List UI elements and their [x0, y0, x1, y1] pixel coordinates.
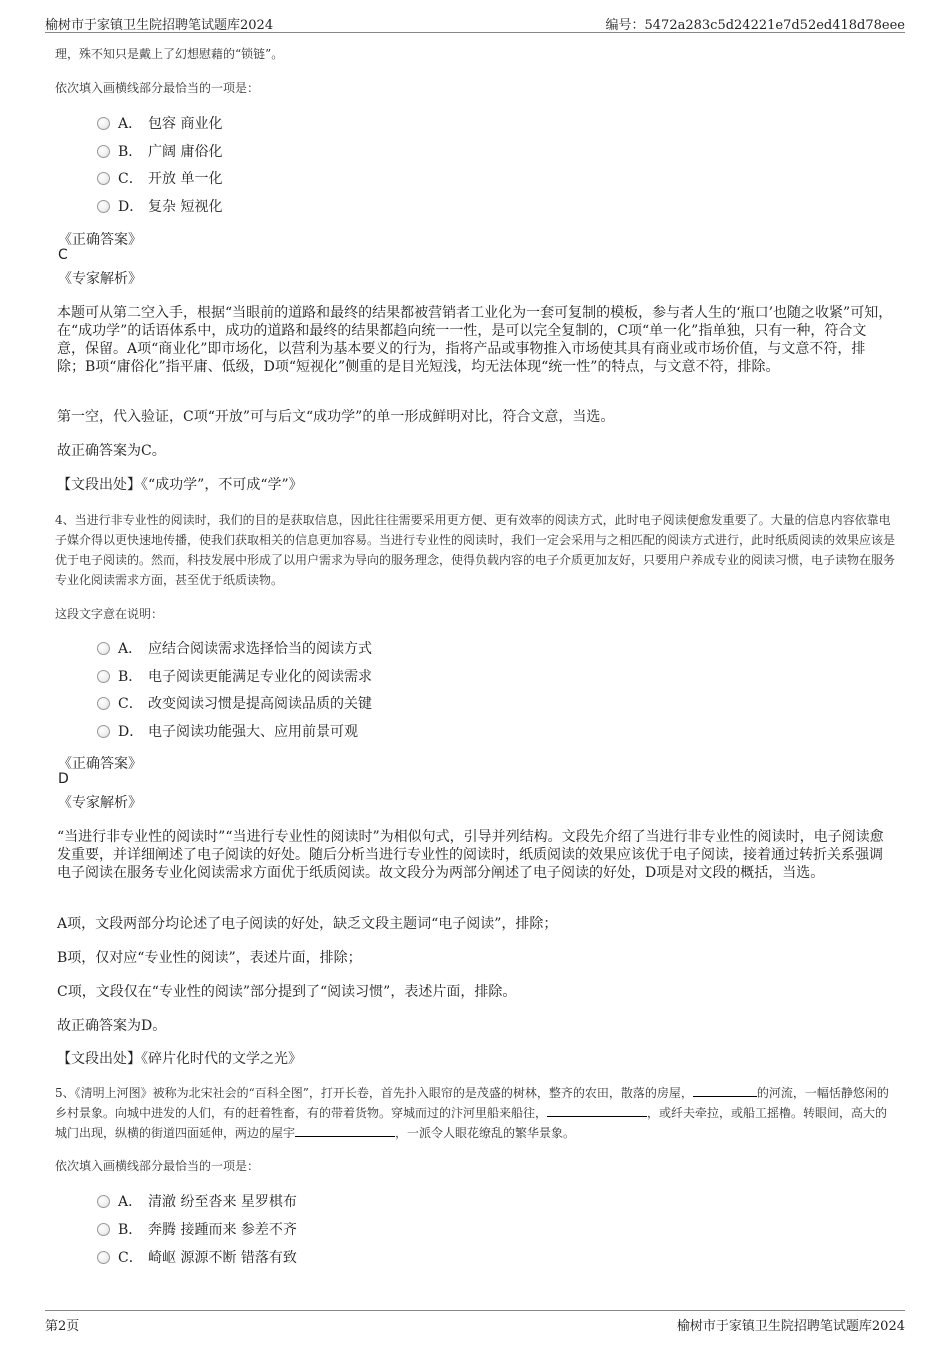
option-text: 包容 商业化 — [148, 116, 223, 132]
q4-answer-label: 《正确答案》 — [58, 756, 142, 772]
q4-analysis-para-1: “当进行非专业性的阅读时”“当进行专业性的阅读时”为相似句式，引导并列结构。文段先介绍了当进行非专业性的阅读时，电子阅读愈发重要，并详细阐述了电子阅读的好处。随后分析当进行专业性的阅读时，纸质阅读的效果应该优于电子阅读，接着通过转折关系强调电子阅读在服务专业化阅读需求方面优于纸质阅读。故文段分为两部分阐述了电子阅读的好处，D项是对文段的概括，当选。 — [57, 829, 884, 881]
q3-option-b[interactable] — [97, 142, 222, 162]
radio-icon[interactable] — [97, 642, 110, 655]
q5-stem-part-2: 的河流，一幅恬静悠闲的乡村景象。向城中进发的人们，有的赶着牲畜，有的带着货物。穿城而过的汴河里船来船往， — [55, 1086, 889, 1120]
option-letter: A． — [118, 116, 143, 132]
q5-stem-part-4: ，一派令人眼花缭乱的繁华景象。 — [395, 1126, 576, 1140]
option-letter: B． — [118, 669, 143, 685]
option-letter: B． — [118, 144, 143, 160]
q4-analysis-para-3: B项，仅对应“专业性的阅读”，表述片面，排除； — [57, 950, 362, 966]
radio-icon[interactable] — [97, 1223, 110, 1236]
option-text: 应结合阅读需求选择恰当的阅读方式 — [148, 641, 372, 657]
q4-option-a[interactable] — [97, 639, 372, 659]
q3-analysis-para-1: 本题可从第二空入手，根据“当眼前的道路和最终的结果都被营销者工业化为一套可复制的模板，参与者人生的‘瓶口’也随之收紧”可知，在“成功学”的话语体系中，成功的道路和最终的结果都趋向统一一性，是可以完全复制的，C项“单一化”指单独，只有一种，符合文意，保留。A项“商业化”即市场化，以营利为基本要义的行为，指将产品或事物推入市场使其具有商业或市场价值，与文意不符，排除；B项“庸俗化”指平庸、低级，D项“短视化”侧重的是目光短浅，均无法体现“统一性”的特点，与文意不符，排除。 — [57, 305, 893, 375]
q5-stem — [55, 1083, 895, 1143]
q4-analysis-para-4: C项，文段仅在“专业性的阅读”部分提到了“阅读习惯”，表述片面，排除。 — [57, 984, 517, 1000]
option-letter: C． — [118, 696, 143, 712]
q3-analysis-para-3: 故正确答案为C。 — [57, 443, 166, 459]
q4-analysis-para-5: 故正确答案为D。 — [57, 1018, 167, 1034]
q4-analysis-para-2: A项，文段两部分均论述了电子阅读的好处，缺乏文段主题词“电子阅读”，排除； — [57, 916, 558, 932]
option-letter: C． — [118, 1250, 143, 1266]
q4-stem: 4、当进行非专业性的阅读时，我们的目的是获取信息，因此往往需要采用更方便、更有效率的阅读方式，此时电子阅读便愈发重要了。大量的信息内容依靠电子媒介得以更快速地传播，使我们获取相关的信息更加容易。当进行专业性的阅读时，我们一定会采用与之相匹配的阅读方式进行，此时纸质阅读的效果应该是优于电子阅读的。然而，科技发展中形成了以用户需求为导向的服务理念，使得负载内容的电子介质更加友好，只要用户养成专业的阅读习惯，电子读物在服务专业化阅读需求方面，甚至优于纸质读物。 — [55, 513, 896, 587]
q3-option-c[interactable] — [97, 169, 222, 189]
option-letter: C． — [118, 171, 143, 187]
option-letter: B． — [118, 1222, 143, 1238]
radio-icon[interactable] — [97, 200, 110, 213]
option-text: 复杂 短视化 — [148, 199, 223, 215]
blank-3 — [295, 1124, 395, 1137]
page-footer — [45, 1310, 905, 1335]
q5-option-c[interactable] — [97, 1248, 297, 1268]
q5-prompt: 依次填入画横线部分最恰当的一项是： — [55, 1159, 260, 1173]
q5-option-a[interactable] — [97, 1192, 297, 1212]
footer-title: 榆树市于家镇卫生院招聘笔试题库2024 — [676, 1319, 905, 1334]
q3-analysis-para-2: 第一空，代入验证，C项“开放”可与后文“成功学”的单一形成鲜明对比，符合文意，当选。 — [57, 409, 615, 425]
radio-icon[interactable] — [97, 697, 110, 710]
radio-icon[interactable] — [97, 145, 110, 158]
radio-icon[interactable] — [97, 725, 110, 738]
option-letter: A． — [118, 1194, 143, 1210]
q4-option-c[interactable] — [97, 694, 372, 714]
radio-icon[interactable] — [97, 1251, 110, 1264]
radio-icon[interactable] — [97, 1195, 110, 1208]
q5-stem-part-1: 5、《清明上河图》被称为北宋社会的“百科全图”，打开长卷，首先扑入眼帘的是茂盛的树林，整齐的农田，散落的房屋， — [55, 1086, 693, 1100]
q3-stem-tail: 理，殊不知只是戴上了幻想慰藉的“锁链”。 — [55, 47, 284, 61]
option-text: 崎岖 源源不断 错落有致 — [148, 1250, 297, 1266]
option-letter: D． — [118, 724, 144, 740]
radio-icon[interactable] — [97, 670, 110, 683]
q5-option-b[interactable] — [97, 1220, 297, 1240]
q4-prompt: 这段文字意在说明： — [55, 607, 164, 621]
q4-analysis-label: 《专家解析》 — [58, 795, 142, 811]
radio-icon[interactable] — [97, 117, 110, 130]
option-text: 电子阅读更能满足专业化的阅读需求 — [148, 669, 372, 685]
q4-answer: D — [58, 771, 69, 787]
option-text: 奔腾 接踵而来 参差不齐 — [148, 1222, 297, 1238]
option-text: 清澈 纷至沓来 星罗棋布 — [148, 1194, 297, 1210]
header-doc-id: 编号：5472a283c5d24221e7d52ed418d78eee — [605, 18, 905, 33]
page-header — [45, 12, 905, 33]
q3-answer-label: 《正确答案》 — [58, 232, 142, 248]
q3-source: 【文段出处】《“成功学”，不可成“学”》 — [57, 477, 303, 493]
option-text: 改变阅读习惯是提高阅读品质的关键 — [148, 696, 372, 712]
option-text: 广阔 庸俗化 — [148, 144, 223, 160]
q4-option-d[interactable] — [97, 722, 358, 742]
radio-icon[interactable] — [97, 172, 110, 185]
q3-prompt: 依次填入画横线部分最恰当的一项是： — [55, 81, 260, 95]
option-letter: A． — [118, 641, 143, 657]
q3-option-d[interactable] — [97, 197, 222, 217]
option-text: 电子阅读功能强大、应用前景可观 — [148, 724, 358, 740]
q5-stem-part-3: ，或纤夫牵拉，或船工摇橹。转眼间，高大的城门出现，纵横的街道四面延伸，两边的屋宇 — [55, 1106, 888, 1140]
q4-source: 【文段出处】《碎片化时代的文学之光》 — [57, 1051, 302, 1067]
page-number: 第2页 — [45, 1319, 80, 1334]
blank-2 — [547, 1104, 647, 1117]
header-title: 榆树市于家镇卫生院招聘笔试题库2024 — [45, 18, 274, 33]
q3-answer: C — [58, 247, 68, 263]
option-letter: D． — [118, 199, 144, 215]
blank-1 — [693, 1084, 757, 1097]
option-text: 开放 单一化 — [148, 171, 223, 187]
q4-option-b[interactable] — [97, 667, 372, 687]
q3-analysis-label: 《专家解析》 — [58, 271, 142, 287]
q3-option-a[interactable] — [97, 114, 222, 134]
